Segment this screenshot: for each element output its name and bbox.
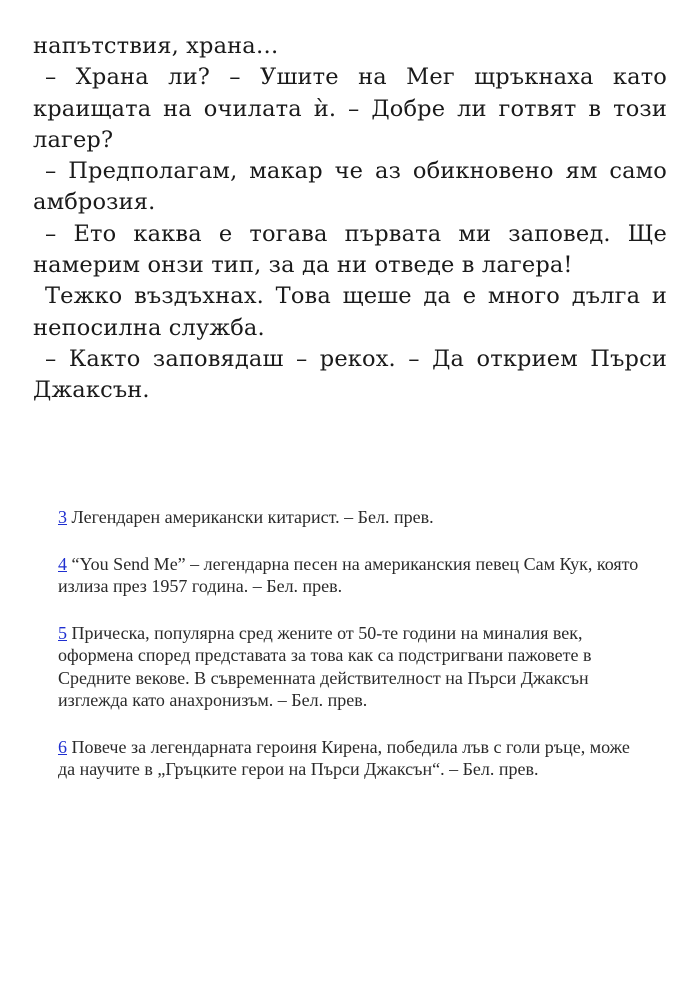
footnote-text: Повече за легендарната героиня Кирена, победила лъв с голи ръце, може да научите в „Гръцките герои на Пърси Джаксън“. – Бел. прев. <box>58 736 630 779</box>
footnote <box>58 736 640 781</box>
footnote-number-link[interactable]: 6 <box>58 736 67 757</box>
paragraph: – Ето каква е тогава първата ми заповед. Ще намерим онзи тип, за да ни отведе в лагера! <box>33 220 667 279</box>
body-text <box>33 31 667 407</box>
paragraph: – Предполагам, макар че аз обикновено ям само амброзия. <box>33 158 667 216</box>
footnote-text: Прическа, популярна сред жените от 50-те години на миналия век, оформена според представата за това как са подстригвани пажовете в Средните векове. В съвременната действителност на Пърси Джаксън изглежда като анахронизъм. – Бел. прев. <box>58 622 592 710</box>
footnote-number-link[interactable]: 5 <box>58 622 67 643</box>
footnote-text: Легендарен американски китарист. – Бел. прев. <box>67 507 434 527</box>
paragraph: Тежко въздъхнах. Това щеше да е много дълга и непосилна служба. <box>33 283 667 341</box>
footnote <box>58 506 640 529</box>
footnotes-section <box>58 506 640 805</box>
footnote <box>58 553 640 598</box>
footnote-text: “You Send Me” – легендарна песен на американския певец Сам Кук, която излиза през 1957 година. – Бел. прев. <box>58 553 639 596</box>
footnote-number-link[interactable]: 3 <box>58 507 67 527</box>
footnote-number-link[interactable]: 4 <box>58 553 67 574</box>
paragraph: – Както заповядаш – рекох. – Да открием Пърси Джаксън. <box>33 345 667 404</box>
paragraph: – Храна ли? – Ушите на Мег щръкнаха като краищата на очилата ѝ. – Добре ли готвят в този лагер? <box>33 64 667 153</box>
footnote <box>58 622 640 712</box>
paragraph: напътствия, храна… <box>33 33 279 59</box>
